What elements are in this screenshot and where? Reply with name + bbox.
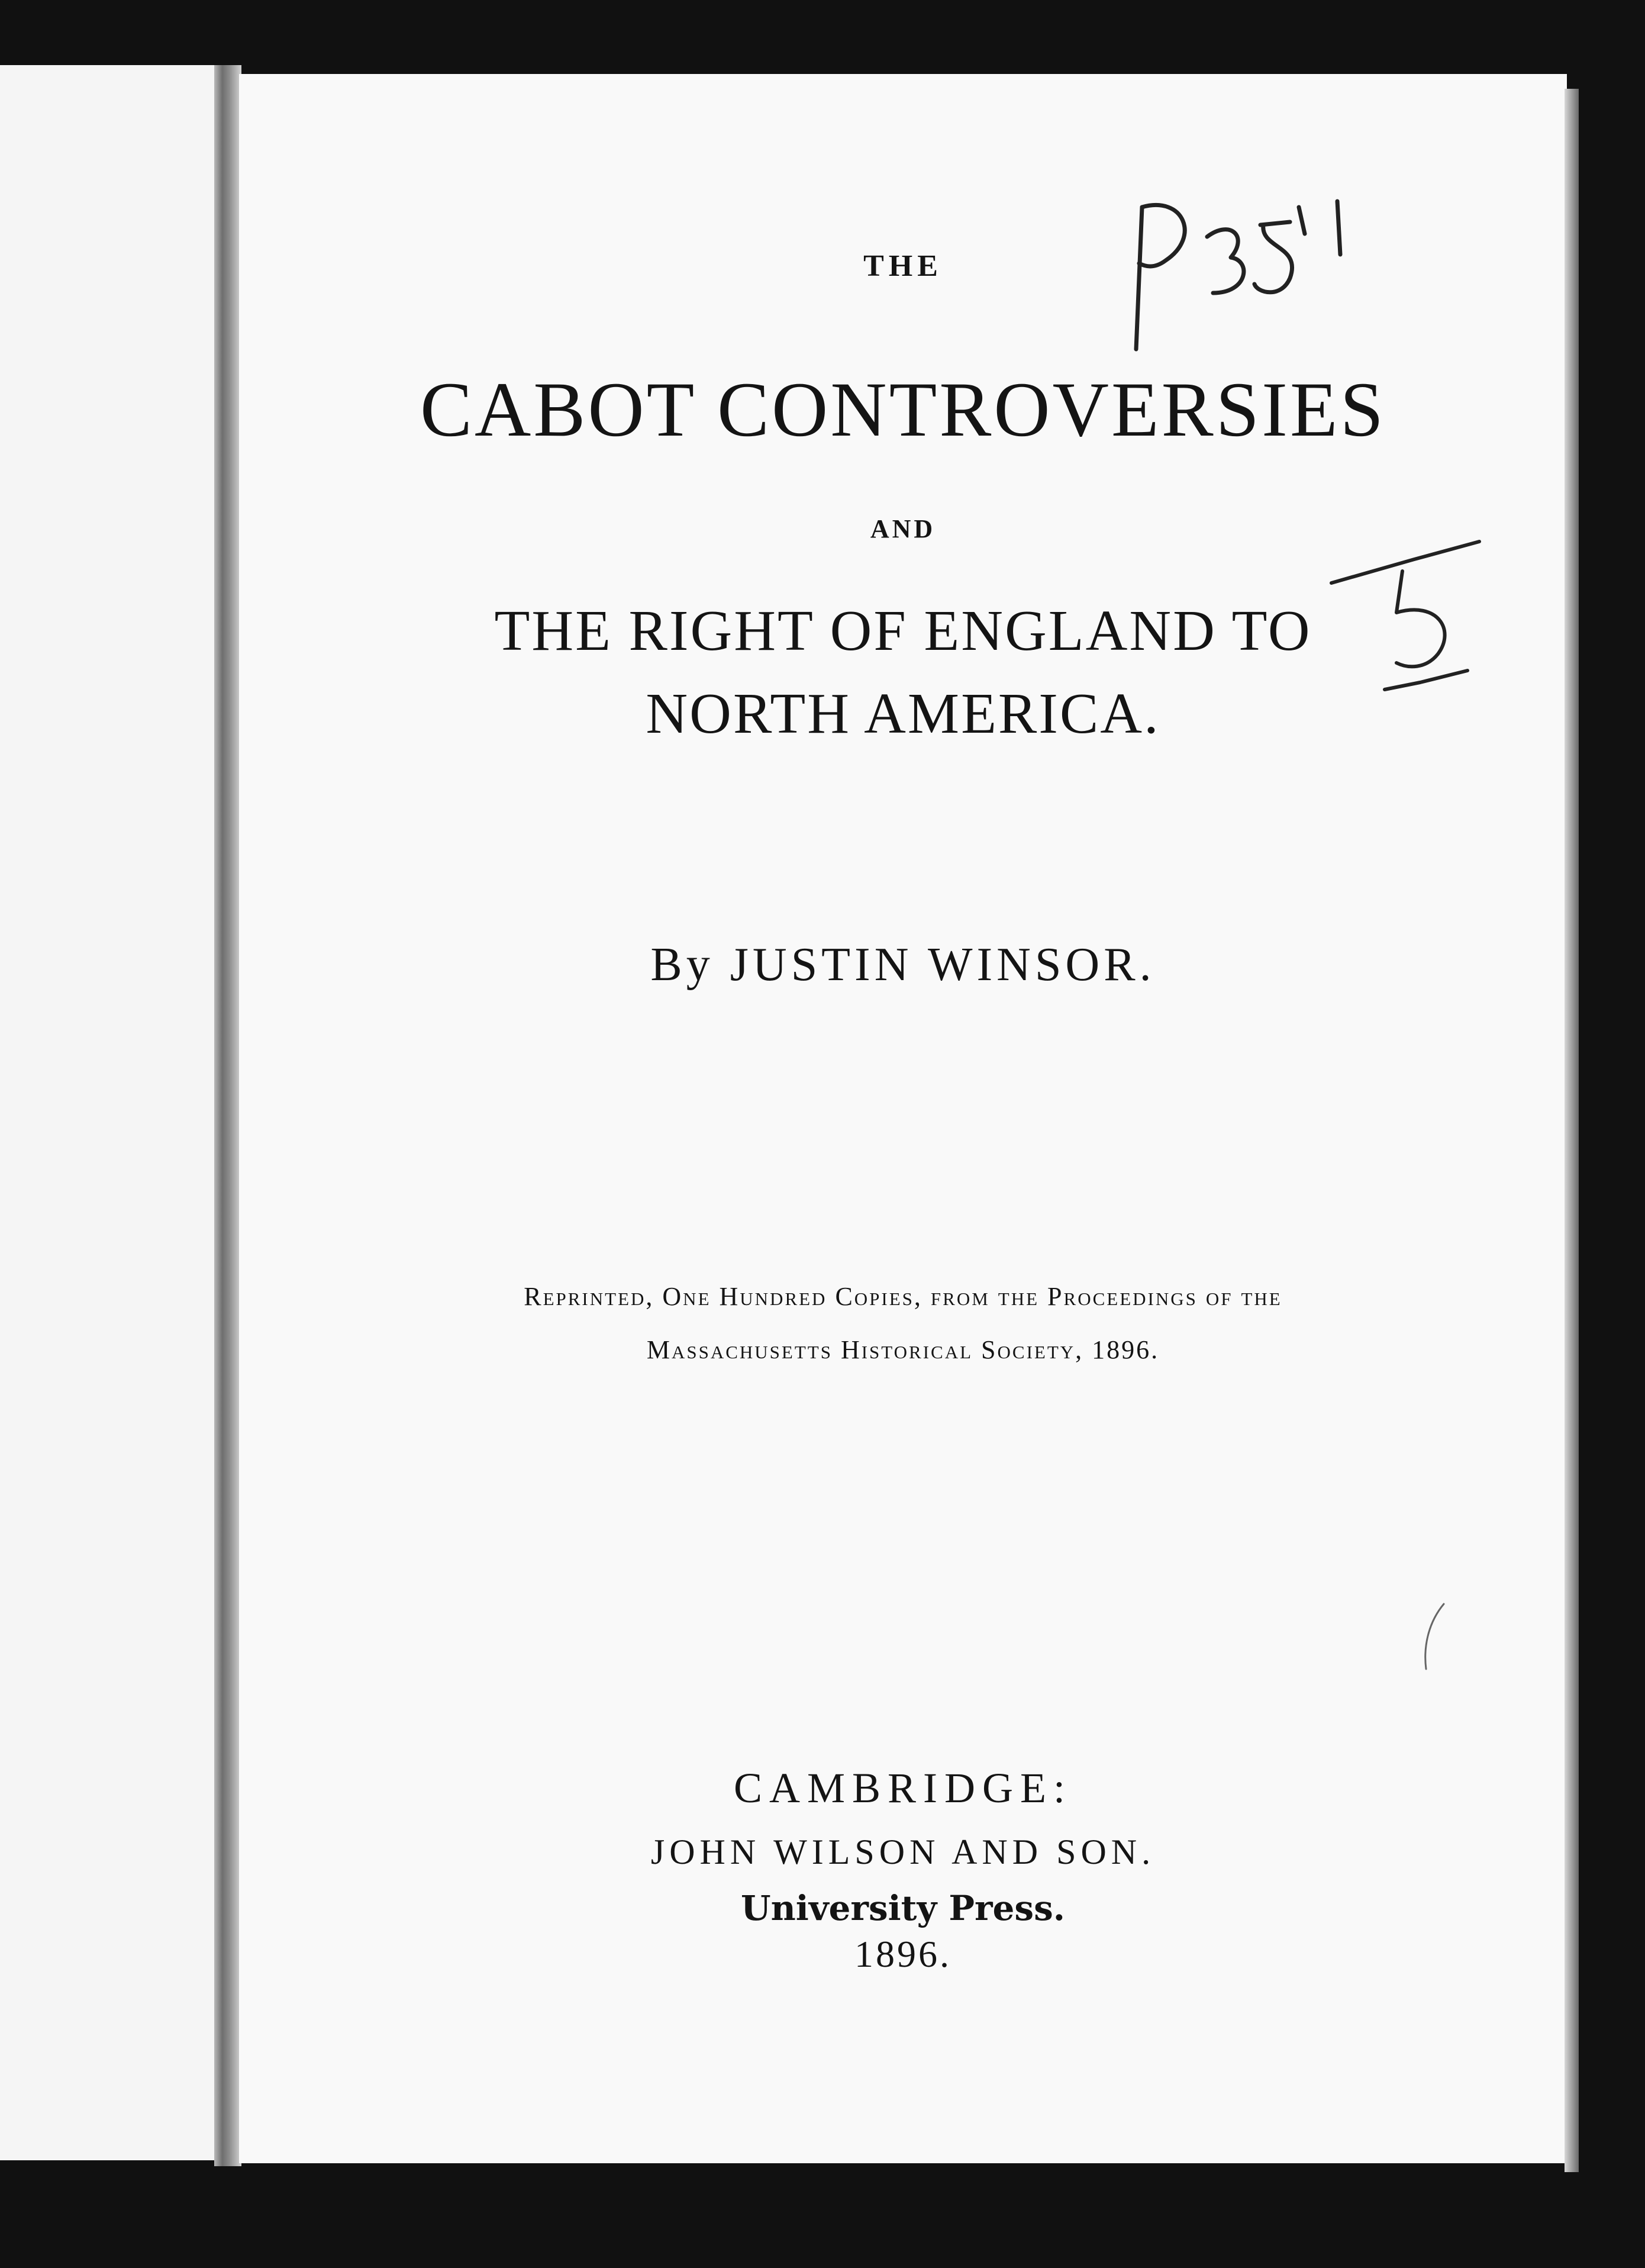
facing-blank-page: [0, 65, 219, 2160]
imprint-city: CAMBRIDGE:: [733, 1764, 1073, 1812]
handwritten-shelf-mark: [1112, 189, 1361, 367]
pencil-mark: [1417, 1598, 1453, 1675]
reprint-note-line-1: Reprinted, One Hundred Copies, from the Proceedings of the: [524, 1282, 1282, 1311]
imprint-press: University Press.: [741, 1888, 1065, 1928]
title-and: AND: [870, 514, 936, 543]
subtitle-line-1: THE RIGHT OF ENGLAND TO: [494, 599, 1312, 663]
main-title: CABOT CONTROVERSIES: [420, 366, 1386, 453]
title-the: THE: [863, 249, 943, 283]
imprint-year: 1896.: [854, 1933, 951, 1975]
book-gutter: [214, 65, 241, 2166]
handwritten-number-five: [1320, 536, 1497, 713]
imprint-publisher: JOHN WILSON AND SON.: [650, 1832, 1156, 1871]
author-line: By JUSTIN WINSOR.: [650, 939, 1156, 991]
reprint-note-line-2: Massachusetts Historical Society, 1896.: [646, 1335, 1160, 1364]
subtitle-line-2: NORTH AMERICA.: [646, 682, 1160, 746]
